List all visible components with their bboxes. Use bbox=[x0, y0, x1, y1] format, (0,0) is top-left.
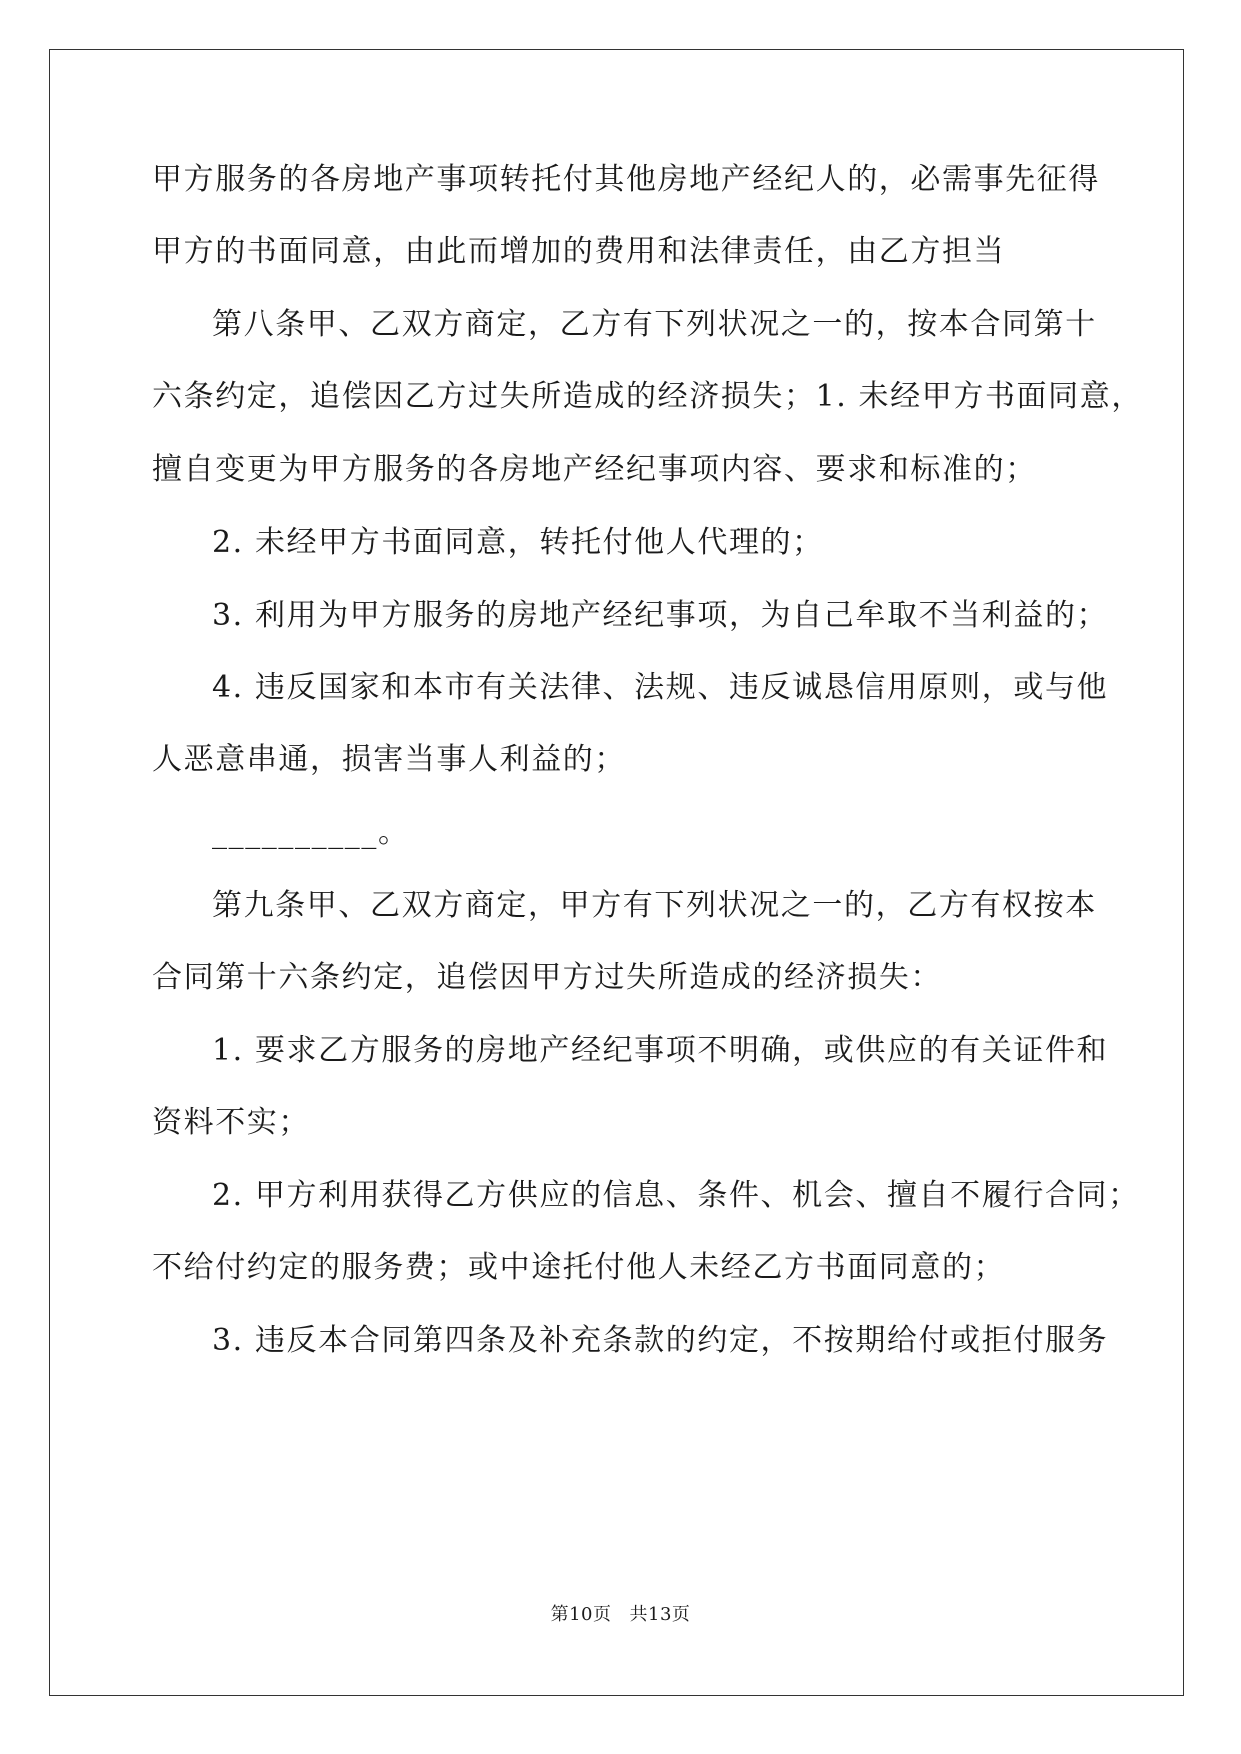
text-line: 1. 要求乙方服务的房地产经纪事项不明确，或供应的有关证件和 bbox=[212, 1033, 1109, 1068]
text-line: 3. 违反本合同第四条及补充条款的约定，不按期给付或拒付服务 bbox=[212, 1323, 1109, 1358]
text-line: 4. 违反国家和本市有关法律、法规、违反诚恳信用原则，或与他 bbox=[212, 670, 1109, 705]
text-line: 甲方的书面同意，由此而增加的费用和法律责任，由乙方担当 bbox=[152, 234, 1006, 269]
text-line: 人恶意串通，损害当事人利益的； bbox=[152, 742, 626, 777]
page-border bbox=[49, 49, 1184, 1696]
text-line: 第九条甲、乙双方商定，甲方有下列状况之一的，乙方有权按本 bbox=[212, 888, 1097, 923]
text-line: 甲方服务的各房地产事项转托付其他房地产经纪人的，必需事先征得 bbox=[152, 162, 1100, 197]
text-line: 合同第十六条约定，追偿因甲方过失所造成的经济损失： bbox=[152, 960, 942, 995]
page-number: 第10页 bbox=[550, 1604, 612, 1625]
text-line: 擅自变更为甲方服务的各房地产经纪事项内容、要求和标准的； bbox=[152, 452, 1037, 487]
text-line: 2. 甲方利用获得乙方供应的信息、条件、机会、擅自不履行合同； bbox=[212, 1178, 1140, 1213]
text-line: 第八条甲、乙双方商定，乙方有下列状况之一的，按本合同第十 bbox=[212, 307, 1097, 342]
text-line: 3. 利用为甲方服务的房地产经纪事项，为自己牟取不当利益的； bbox=[212, 598, 1109, 633]
page-footer bbox=[0, 1603, 1241, 1627]
blank-fill-line: __________。 bbox=[212, 815, 410, 850]
page-total: 共13页 bbox=[629, 1604, 691, 1625]
text-line: 不给付约定的服务费；或中途托付他人未经乙方书面同意的； bbox=[152, 1250, 1006, 1285]
text-line: 资料不实； bbox=[152, 1105, 310, 1140]
text-line: 2. 未经甲方书面同意，转托付他人代理的； bbox=[212, 525, 824, 560]
text-line: 六条约定，追偿因乙方过失所造成的经济损失；1. 未经甲方书面同意， bbox=[152, 379, 1143, 414]
